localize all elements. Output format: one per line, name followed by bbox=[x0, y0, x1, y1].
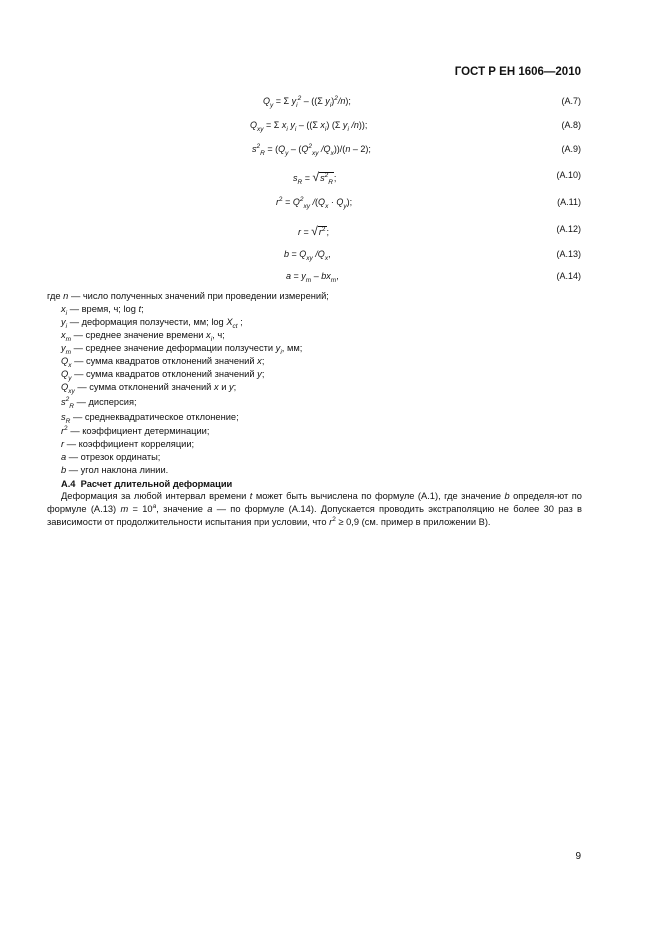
formula-number: (А.8) bbox=[561, 120, 581, 130]
formula-number: (А.9) bbox=[561, 144, 581, 154]
formula-a10: $s_R = √s^2_R$; bbox=[293, 170, 337, 186]
definition-qxy: $Q_{xy}$ — сумма отклонений значений x и y; bbox=[61, 382, 237, 395]
definition-r: r — коэффициент корреляции; bbox=[61, 439, 195, 449]
formula-number: (А.13) bbox=[556, 249, 581, 259]
formula-number: (А.12) bbox=[556, 224, 581, 234]
definition-sr2: $s^2_R$ — дисперсия; bbox=[61, 395, 137, 410]
formula-number: (А.10) bbox=[556, 170, 581, 180]
formula-a8: $Q_{xy} = \Sigma$ $x_i$ $y_i - ((\Sigma$ $x_i$) (Σ $y_i$ /n)); bbox=[250, 120, 368, 133]
section-paragraph: Деформация за любой интервал времени t может быть вычислена по формуле (А.1), где значение b определя-ют по формуле (А.13) $m = 10^a$, значение a — по формуле (А.14). Допускается проводить экстраполяцию не более 30 раз в зависимости от продолжительности испытания при условии, что $r^2 \ge 0,9$ (см. пример в приложении В). bbox=[47, 491, 582, 528]
definition-yi: $y_i$ — деформация ползучести, мм; $\log X_{ct}$ ; bbox=[61, 317, 243, 330]
definition-ym: $y_m$ — среднее значение деформации ползучести $y_i$, мм; bbox=[61, 343, 303, 356]
formula-a13: $b = Q_{xy}$ $/Q_x$, bbox=[284, 249, 331, 262]
formula-number: (А.14) bbox=[556, 271, 581, 281]
formula-a12: $r = √r^2$; bbox=[298, 224, 330, 238]
definition-n: где n — число полученных значений при проведении измерений; bbox=[47, 291, 329, 301]
formula-number: (А.11) bbox=[557, 197, 581, 207]
document-header: ГОСТ Р ЕН 1606—2010 bbox=[454, 66, 581, 78]
definition-xi: $x_i$ — время, ч; log t; bbox=[61, 304, 144, 317]
definition-sr: $s_R$ — среднеквадратическое отклонение; bbox=[61, 412, 239, 425]
page-number: 9 bbox=[575, 851, 581, 862]
definition-a: a — отрезок ординаты; bbox=[61, 452, 161, 462]
definition-xm: $x_m$ — среднее значение времени $x_i$, ч; bbox=[61, 330, 225, 343]
formula-a7: $Q_y = \Sigma$ $y_i^2 - ((\Sigma$ $y_i)^2/n$); bbox=[263, 95, 351, 109]
definition-r2: $r^2$ — коэффициент детерминации; bbox=[61, 424, 210, 436]
section-heading: А.4 Расчет длительной деформации bbox=[61, 479, 233, 489]
definition-qy: $Q_y$ — сумма квадратов отклонений значений y; bbox=[61, 369, 265, 382]
formula-a9: $s^2_R = (Q_y - (Q^2_{xy}$ $/Q_x))/(n - 2)$; bbox=[252, 143, 371, 157]
formula-a11: $r^2 = Q^2_{xy}$ $/(Q_x \cdot Q_y)$; bbox=[276, 196, 353, 210]
formula-a14: $a = y_m - bx_m$, bbox=[286, 271, 339, 284]
definition-b: b — угол наклона линии. bbox=[61, 465, 169, 475]
definition-qx: $Q_x$ — сумма квадратов отклонений значений x; bbox=[61, 356, 265, 369]
formula-number: (А.7) bbox=[561, 96, 581, 106]
